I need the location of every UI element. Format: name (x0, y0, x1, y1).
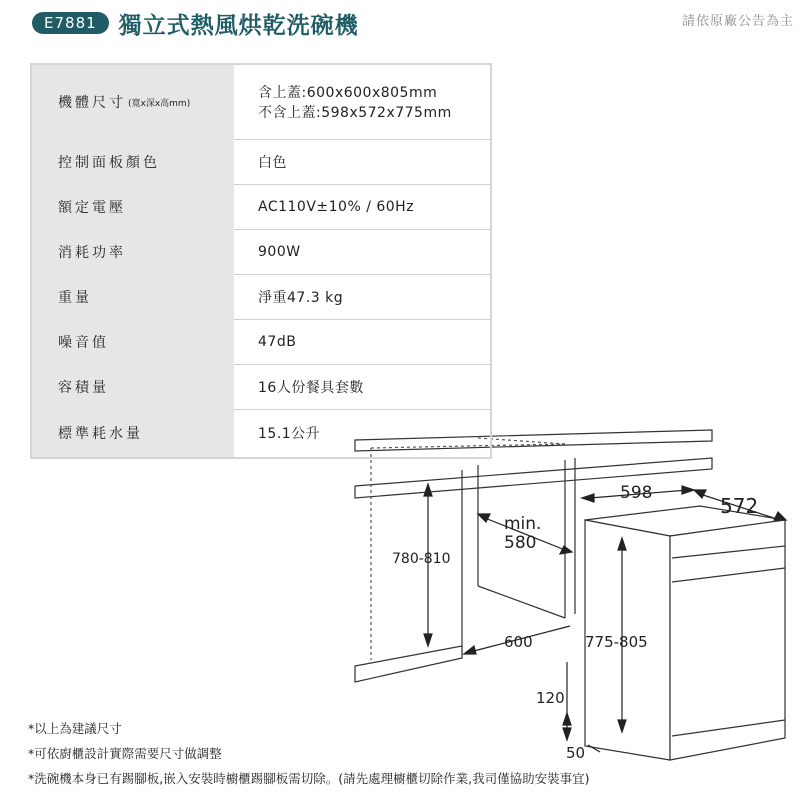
spec-label: 額定電壓 (32, 184, 234, 229)
spec-value: 白色 (258, 154, 287, 171)
spec-row (32, 229, 490, 275)
spec-label: 重量 (32, 274, 234, 319)
spec-value (234, 65, 490, 139)
note-line: *以上為建議尺寸 (28, 721, 122, 736)
spec-row (32, 364, 490, 410)
dim-unit-height: 775-805 (585, 633, 648, 651)
spec-label: 噪音值 (32, 319, 234, 364)
spec-value: 47dB (258, 333, 297, 350)
dim-cabinet-height: 780-810 (392, 551, 451, 567)
spec-value-line: 含上蓋:600x600x805mm (258, 85, 438, 101)
note-line: *可依廚櫃設計實際需要尺寸做調整 (28, 746, 222, 761)
spec-value: 淨重47.3 kg (258, 289, 344, 306)
spec-label: 標準耗水量 (32, 409, 234, 457)
dim-plinth-height: 120 (536, 689, 565, 707)
spec-value: 900W (258, 243, 301, 260)
dim-depth: 572 (720, 494, 759, 518)
spec-label: 消耗功率 (32, 229, 234, 274)
spec-value: 16人份餐具套數 (258, 379, 364, 396)
dim-min-value: 580 (504, 533, 537, 553)
spec-value: AC110V±10% / 60Hz (258, 198, 415, 215)
dim-plinth-depth: 50 (566, 744, 586, 762)
spec-row (32, 65, 490, 140)
spec-row (32, 409, 490, 457)
spec-label: 控制面板顏色 (32, 139, 234, 184)
spec-row (32, 184, 490, 230)
note-line: *洗碗機本身已有踢腳板,嵌入安裝時櫥櫃踢腳板需切除。(請先處理櫥櫃切除作業,我司僅協助安裝事宜) (28, 771, 590, 786)
model-badge: E7881 (32, 12, 109, 34)
spec-row (32, 274, 490, 320)
notes (28, 716, 589, 791)
dim-opening-width: 600 (504, 633, 533, 651)
spec-value-line: 不含上蓋:598x572x775mm (258, 105, 452, 121)
dim-width: 598 (620, 483, 653, 503)
dim-min-label: min. (504, 514, 542, 534)
notice-text: 請依原廠公告為主 (681, 14, 794, 29)
spec-label: 機體尺寸 (寬x深x高mm) (32, 65, 234, 139)
page-title: 獨立式熱風烘乾洗碗機 (118, 12, 359, 39)
spec-label-note: (寬x深x高mm) (128, 98, 191, 109)
spec-table (30, 63, 492, 459)
spec-value: 15.1公升 (258, 426, 321, 442)
spec-label: 容積量 (32, 364, 234, 409)
spec-row (32, 139, 490, 185)
spec-row (32, 319, 490, 365)
